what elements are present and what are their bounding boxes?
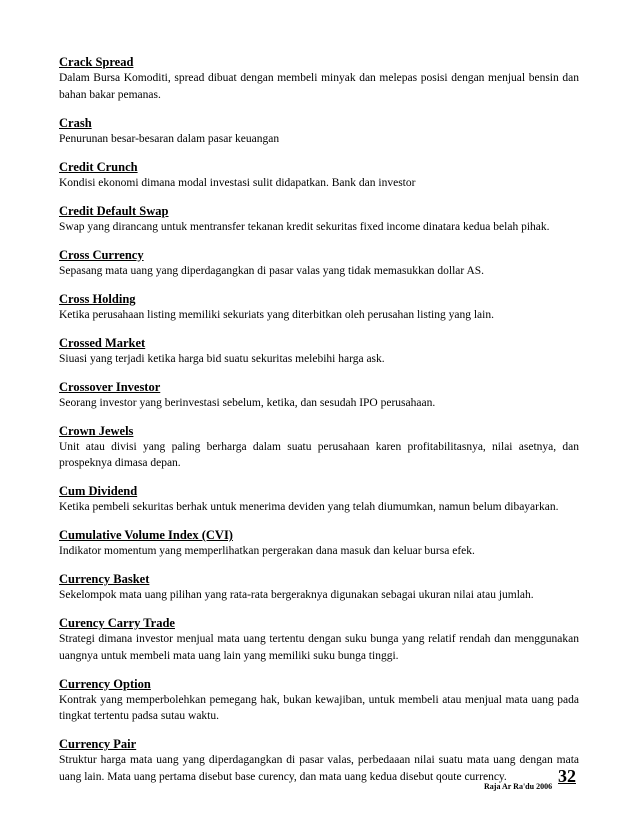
page-number: 32 [558, 766, 576, 786]
glossary-definition: Strategi dimana investor menjual mata uang tertentu dengan suku bunga yang relatif rendah dan menggunakan uangnya untuk membeli mata uang lain yang memiliki suku bunga tinggi. [59, 633, 579, 662]
glossary-definition: Unit atau divisi yang paling berharga dalam suatu perusahaan karen profitabilitasnya, nilai asetnya, dan prospeknya dimasa depan. [59, 440, 579, 469]
glossary-entry [59, 160, 579, 192]
glossary-term: Credit Default Swap [59, 203, 169, 218]
glossary-term: Credit Crunch [59, 159, 138, 174]
glossary-entry [59, 616, 579, 664]
glossary-term: Crash [59, 115, 92, 130]
glossary-entry [59, 204, 579, 236]
glossary-term: Curency Carry Trade [59, 616, 175, 630]
glossary-term: Cross Currency [59, 247, 144, 262]
glossary-term: Cross Holding [59, 291, 136, 306]
glossary-definition: Swap yang dirancang untuk mentransfer tekanan kredit sekuritas fixed income dinatara kedua belah pihak. [59, 220, 550, 233]
glossary-entry [59, 55, 579, 103]
glossary-definition: Indikator momentum yang memperlihatkan pergerakan dana masuk dan keluar bursa efek. [59, 545, 475, 557]
glossary-definition: Sepasang mata uang yang diperdagangkan di pasar valas yang tidak memasukkan dollar AS. [59, 264, 485, 277]
glossary-term: Crack Spread [59, 55, 134, 69]
glossary-page [59, 55, 579, 798]
glossary-term: Cumulative Volume Index (CVI) [59, 528, 233, 542]
glossary-definition: Struktur harga mata uang yang diperdagangkan di pasar valas, perbedaaan nilai suatu mata uang dengan mata uang lain. Mata uang pertama disebut base curency, dan mata uang kedua disebut qoute currency. [59, 754, 579, 783]
glossary-definition: Sekelompok mata uang pilihan yang rata-rata bergeraknya digunakan sebagai ukuran nilai atau jumlah. [59, 589, 534, 601]
glossary-entry [59, 248, 579, 280]
glossary-term: Currency Option [59, 676, 151, 691]
glossary-term: Crossover Investor [59, 379, 161, 394]
glossary-entry [59, 116, 579, 148]
glossary-term: Currency Basket [59, 572, 150, 586]
glossary-entry [59, 528, 579, 560]
glossary-term: Crossed Market [59, 335, 146, 350]
author-credit: Raja Ar Ra'du 2006 [484, 782, 553, 791]
glossary-entry [59, 424, 579, 472]
glossary-entries [59, 55, 579, 785]
glossary-definition: Seorang investor yang berinvestasi sebelum, ketika, dan sesudah IPO perusahaan. [59, 396, 436, 409]
glossary-entry [59, 292, 579, 324]
glossary-entry [59, 677, 579, 725]
glossary-entry [59, 484, 579, 516]
glossary-entry [59, 737, 579, 785]
glossary-definition: Penurunan besar-besaran dalam pasar keuangan [59, 132, 280, 145]
glossary-term: Crown Jewels [59, 423, 134, 438]
glossary-definition: Kontrak yang memperbolehkan pemegang hak, bukan kewajiban, untuk membeli atau menjual mata uang pada tingkat tertentu padsa sutau waktu. [59, 693, 579, 722]
glossary-term: Currency Pair [59, 737, 137, 751]
glossary-entry [59, 380, 579, 412]
glossary-definition: Siuasi yang terjadi ketika harga bid suatu sekuritas melebihi harga ask. [59, 352, 385, 365]
glossary-entry [59, 336, 579, 368]
glossary-entry [59, 572, 579, 604]
glossary-definition: Kondisi ekonomi dimana modal investasi sulit didapatkan. Bank dan investor [59, 176, 416, 189]
glossary-term: Cum Dividend [59, 484, 138, 498]
glossary-definition: Dalam Bursa Komoditi, spread dibuat dengan membeli minyak dan melepas posisi dengan menjual bensin dan bahan bakar pemanas. [59, 72, 579, 101]
glossary-definition: Ketika pembeli sekuritas berhak untuk menerima deviden yang telah diumumkan, namun belum dibayarkan. [59, 501, 559, 513]
glossary-definition: Ketika perusahaan listing memiliki sekuriats yang diterbitkan oleh perusahan listing yang lain. [59, 308, 494, 321]
